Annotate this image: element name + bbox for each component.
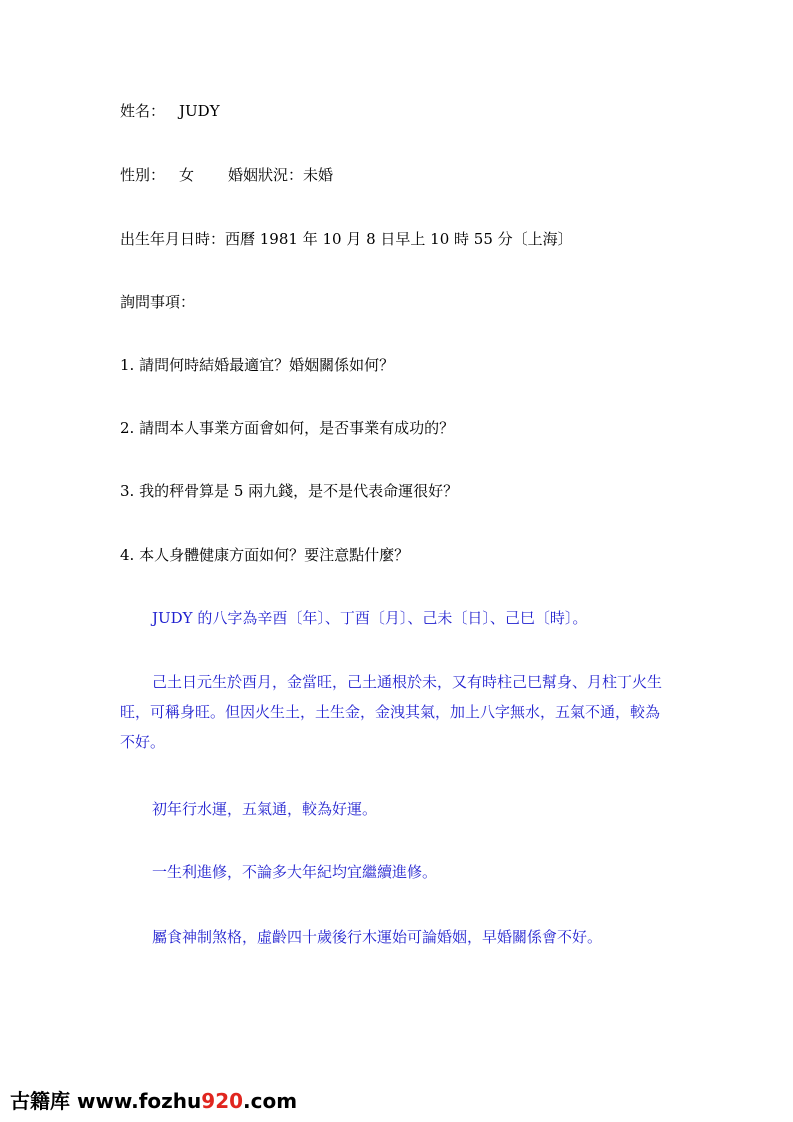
answer-paragraph: JUDY 的八字為辛酉〔年〕、丁酉〔月〕、己未〔日〕、己巳〔時〕。: [152, 609, 588, 627]
gender-value: 女: [179, 166, 195, 184]
gender-marital-row: [120, 165, 333, 185]
birth-row: 出生年月日時：西曆 1981 年 10 月 8 日早上 10 時 55 分〔上海〕: [120, 230, 573, 248]
marital-value: 未婚: [303, 166, 334, 184]
question-item: 4. 本人身體健康方面如何？要注意點什麼？: [120, 546, 410, 564]
site-watermark: [10, 1089, 297, 1113]
site-name: 古籍库: [10, 1089, 70, 1113]
question-item: 1. 請問何時結婚最適宜？婚姻關係如何？: [120, 356, 395, 374]
answer-paragraph: 一生利進修，不論多大年紀均宜繼續進修。: [152, 863, 438, 881]
site-url-number: 920: [201, 1089, 244, 1113]
answer-paragraph: 屬食神制煞格，虛齡四十歲後行木運始可論婚姻，早婚關係會不好。: [152, 928, 603, 946]
name-label: 姓名：: [120, 102, 166, 120]
answer-paragraph: 初年行水運，五氣通，較為好運。: [152, 800, 378, 818]
name-row: [120, 101, 220, 121]
site-url-prefix: www.fozhu: [70, 1089, 202, 1113]
answer-paragraph: 己土日元生於酉月，金當旺，己土通根於未，又有時柱己巳幫身、月柱丁火生旺，可稱身旺。但因火生土，土生金，金洩其氣，加上八字無水，五氣不通，較為不好。: [120, 673, 663, 751]
site-url-suffix: .com: [243, 1089, 298, 1113]
name-value: JUDY: [179, 102, 220, 120]
question-item: 2. 請問本人事業方面會如何，是否事業有成功的？: [120, 419, 455, 437]
marital-label: 婚姻狀況：: [228, 166, 304, 184]
gender-label: 性別：: [120, 166, 166, 184]
question-item: 3. 我的秤骨算是 5 兩九錢，是不是代表命運很好？: [120, 482, 459, 500]
questions-heading: 詢問事項：: [120, 293, 196, 311]
